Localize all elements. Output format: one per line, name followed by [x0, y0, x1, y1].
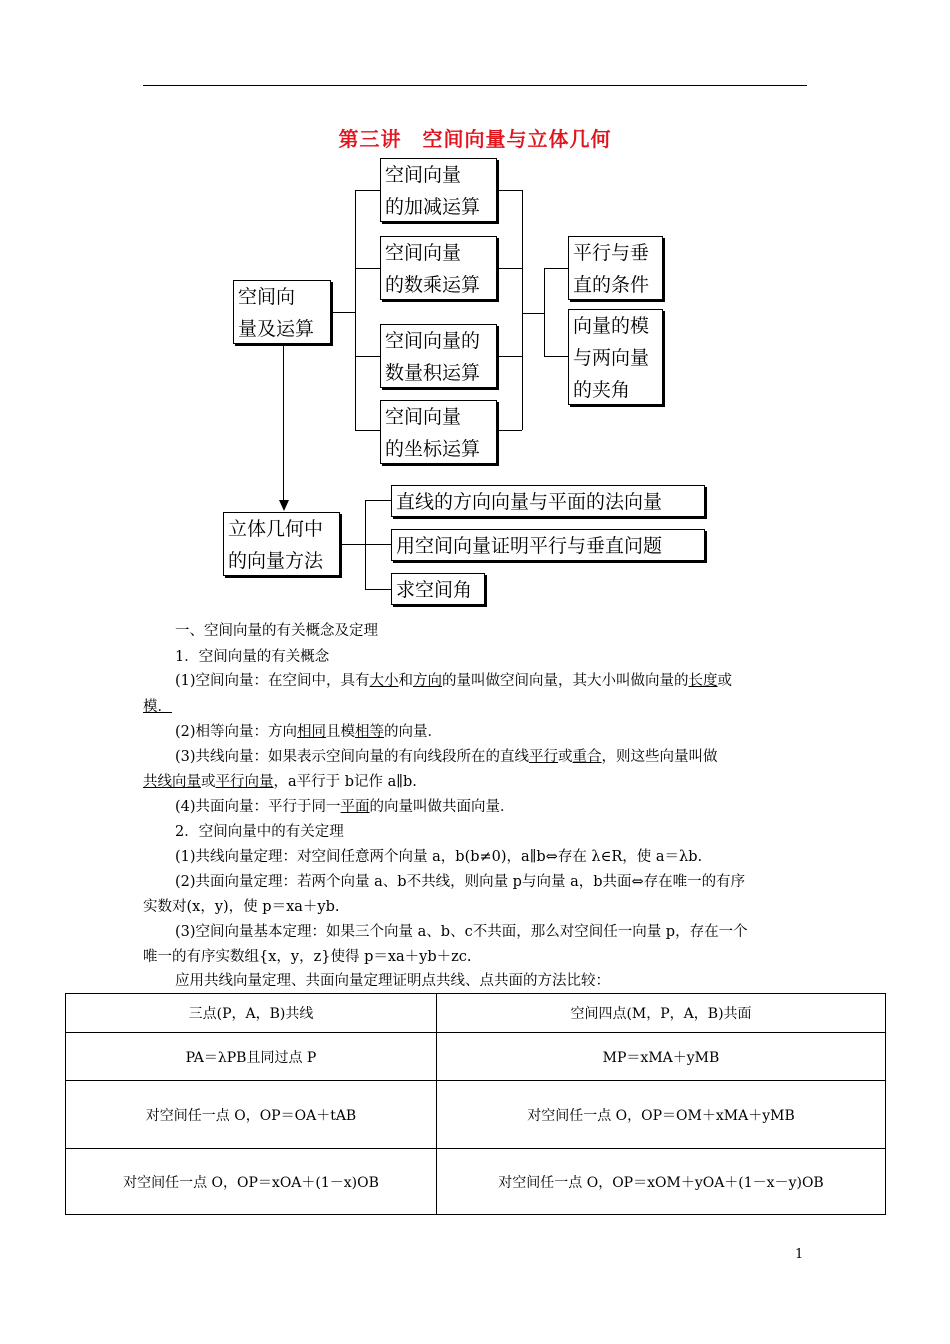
connector — [355, 430, 380, 431]
comparison-table — [65, 993, 886, 1215]
theorem-basis-cont: 唯一的有序实数组{x，y，z}使得 p＝xa＋yb＋zc. — [143, 949, 472, 965]
connector — [355, 356, 380, 357]
node-coordinates: 空间向量 的坐标运算 — [380, 400, 497, 464]
paragraph-collinear-cont: 共线向量或平行向量，a平行于 b记作 a∥b. — [143, 774, 417, 790]
paragraph-equal-vector: (2)相等向量：方向相同且模相等的向量． — [175, 724, 443, 740]
theorem-collinear: (1)共线向量定理：对空间任意两个向量 a，b(b≠0)，a∥b⇔存在 λ∈R，使 a＝λb. — [175, 849, 703, 865]
connector — [522, 313, 544, 314]
connector — [544, 268, 545, 356]
paragraph-collinear: (3)共线向量：如果表示空间向量的有向线段所在的直线平行或重合，则这些向量叫做 — [175, 749, 718, 765]
table-cell: 对空间任一点 O，OP＝OM＋xMA＋yMB — [437, 1081, 886, 1149]
connector — [544, 268, 568, 269]
subsection-heading: 2．空间向量中的有关定理 — [175, 824, 344, 840]
node-add-sub: 空间向量 的加减运算 — [380, 158, 497, 222]
arrow-shaft — [283, 346, 284, 502]
header-rule — [143, 85, 807, 86]
paragraph-coplanar: (4)共面向量：平行于同一平面的向量叫做共面向量． — [175, 799, 515, 815]
node-direction-normal: 直线的方向向量与平面的法向量 — [391, 485, 705, 517]
connector — [342, 544, 365, 545]
connector — [499, 190, 522, 191]
connector — [365, 589, 391, 590]
comparison-intro: 应用共线向量定理、共面向量定理证明点共线、点共面的方法比较： — [175, 973, 610, 989]
node-scalar-mult: 空间向量 的数乘运算 — [380, 236, 497, 300]
table-cell: 对空间任一点 O，OP＝OA＋tAB — [66, 1081, 437, 1149]
theorem-basis: (3)空间向量基本定理：如果三个向量 a、b、c不共面，那么对空间任一向量 p，存在一个 — [175, 924, 748, 940]
node-prove-parallel: 用空间向量证明平行与垂直问题 — [391, 529, 705, 561]
table-header: 三点(P，A，B)共线 — [66, 994, 437, 1033]
table-cell: 对空间任一点 O，OP＝xOM＋yOA＋(1－x－y)OB — [437, 1149, 886, 1215]
paragraph-vector-def-cont: 模． — [143, 699, 172, 715]
node-parallel-perpendicular: 平行与垂 直的条件 — [568, 236, 663, 300]
connector — [499, 430, 522, 431]
connector — [365, 544, 391, 545]
arrow-head — [279, 500, 289, 511]
connector — [499, 356, 522, 357]
connector — [355, 190, 380, 191]
table-row — [66, 1149, 886, 1215]
table-header-row — [66, 994, 886, 1033]
theorem-coplanar-cont: 实数对(x，y)，使 p＝xa＋yb. — [143, 899, 340, 915]
connector — [499, 268, 522, 269]
paragraph-vector-def: (1)空间向量：在空间中，具有大小和方向的量叫做空间向量，其大小叫做向量的长度或 — [175, 673, 733, 689]
table-cell: MP＝xMA＋yMB — [437, 1033, 886, 1081]
subsection-heading: 1．空间向量的有关概念 — [175, 649, 330, 665]
section-heading: 一、空间向量的有关概念及定理 — [175, 623, 378, 639]
connector — [355, 190, 356, 430]
theorem-coplanar: (2)共面向量定理：若两个向量 a、b不共线，则向量 p与向量 a，b共面⇔存在唯一的有序 — [175, 874, 746, 890]
connector — [365, 500, 391, 501]
connector — [544, 356, 568, 357]
page-title: 第三讲 空间向量与立体几何 — [338, 127, 612, 151]
table-cell: PA＝λPB且同过点 P — [66, 1033, 437, 1081]
node-dot-product: 空间向量的 数量积运算 — [380, 324, 497, 388]
table-header: 空间四点(M，P，A，B)共面 — [437, 994, 886, 1033]
page-number: 1 — [795, 1247, 804, 1262]
connector — [522, 190, 523, 430]
node-vector-operations: 空间向 量及运算 — [233, 280, 331, 344]
table-row — [66, 1033, 886, 1081]
table-row — [66, 1081, 886, 1149]
table-cell: 对空间任一点 O，OP＝xOA＋(1－x)OB — [66, 1149, 437, 1215]
connector — [355, 268, 380, 269]
node-spatial-angle: 求空间角 — [391, 573, 485, 605]
node-vector-methods: 立体几何中 的向量方法 — [223, 512, 340, 576]
node-modulus-angle: 向量的模 与两向量 的夹角 — [568, 309, 663, 405]
connector — [333, 312, 355, 313]
